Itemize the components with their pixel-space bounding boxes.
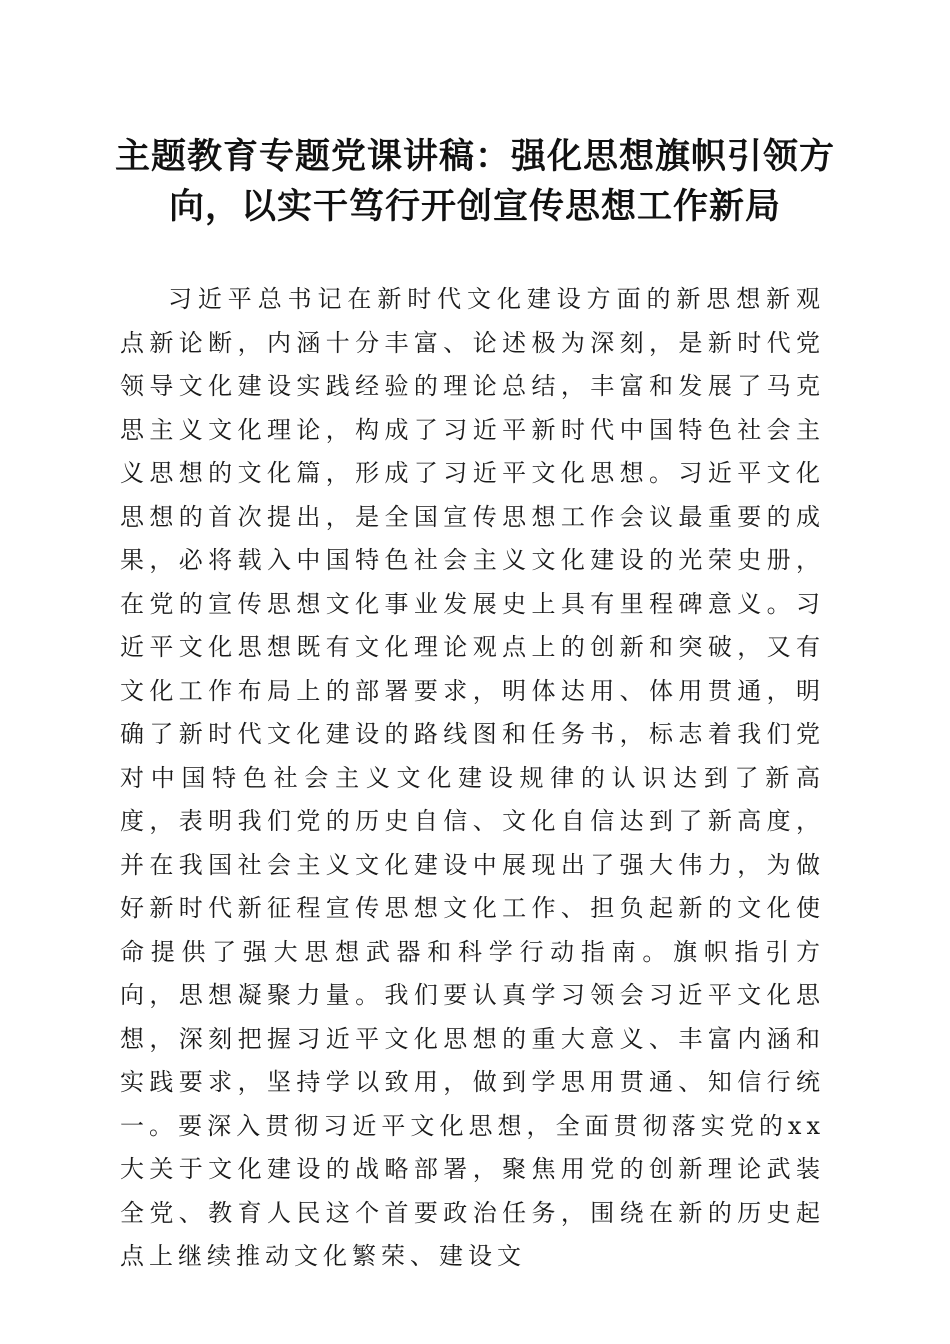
- body-paragraph: 习近平总书记在新时代文化建设方面的新思想新观点新论断，内涵十分丰富、论述极为深刻，是新时代党领导文化建设实践经验的理论总结，丰富和发展了马克思主义文化理论，构成了习近平新时代中国特色社会主义思想的文化篇，形成了习近平文化思想。习近平文化思想的首次提出，是全国宣传思想工作会议最重要的成果，必将载入中国特色社会主义文化建设的光荣史册，在党的宣传思想文化事业发展史上具有里程碑意义。习近平文化思想既有文化理论观点上的创新和突破，又有文化工作布局上的部署要求，明体达用、体用贯通，明确了新时代文化建设的路线图和任务书，标志着我们党对中国特色社会主义文化建设规律的认识达到了新高度，表明我们党的历史自信、文化自信达到了新高度，并在我国社会主义文化建设中展现出了强大伟力，为做好新时代新征程宣传思想文化工作、担负起新的文化使命提供了强大思想武器和科学行动指南。旗帜指引方向，思想凝聚力量。我们要认真学习领会习近平文化思想，深刻把握习近平文化思想的重大意义、丰富内涵和实践要求，坚持学以致用，做到学思用贯通、知信行统一。要深入贯彻习近平文化思想，全面贯彻落实党的xx大关于文化建设的战略部署，聚焦用党的创新理论武装全党、教育人民这个首要政治任务，围绕在新的历史起点上继续推动文化繁荣、建设文: [120, 285, 825, 1270]
- document-title: 主题教育专题党课讲稿：强化思想旗帜引领方向，以实干笃行开创宣传思想工作新局: [114, 136, 835, 227]
